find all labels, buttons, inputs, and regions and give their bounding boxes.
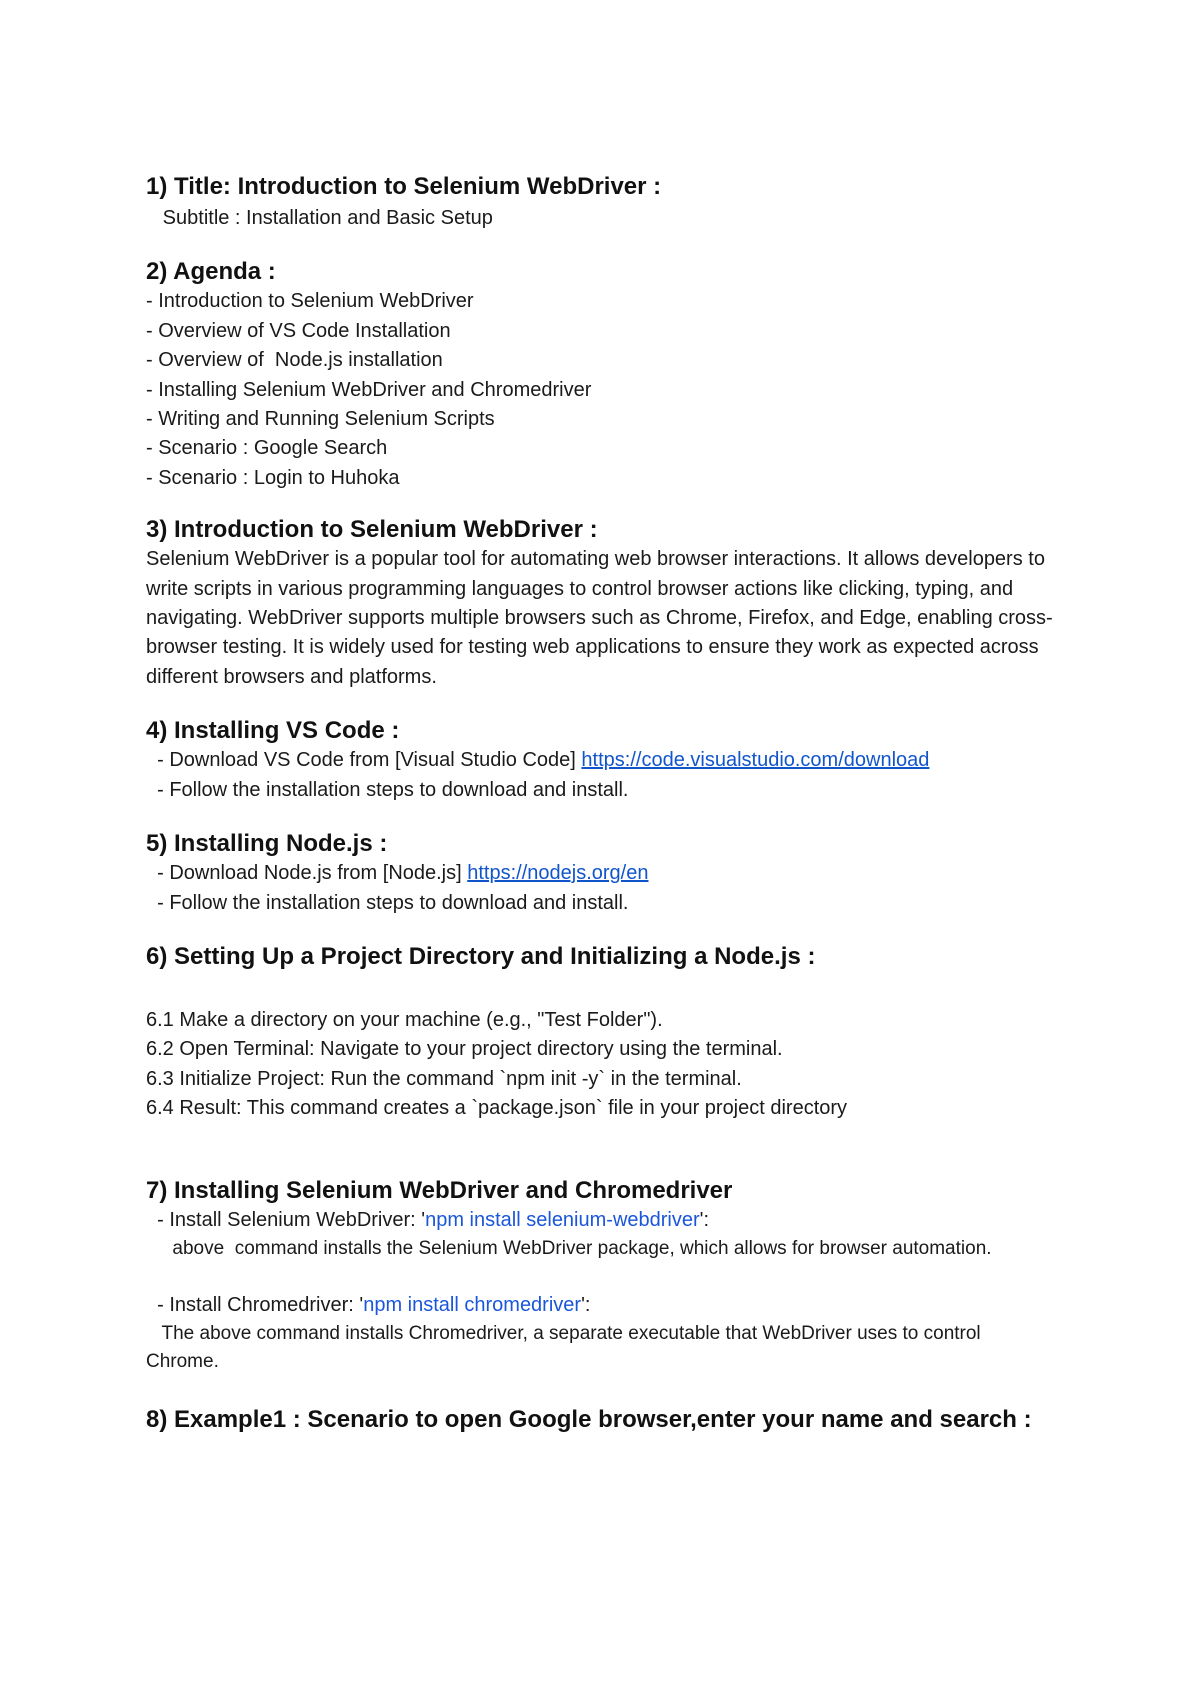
section-7-heading: 7) Installing Selenium WebDriver and Chromedriver (146, 1176, 733, 1204)
agenda-item: - Writing and Running Selenium Scripts (146, 408, 495, 431)
section-1-subtitle: Subtitle : Installation and Basic Setup (146, 207, 493, 229)
section-2-heading: 2) Agenda : (146, 258, 276, 286)
install-selenium-description: above command installs the Selenium WebDriver package, which allows for browser automation. (146, 1237, 992, 1259)
install-selenium-suffix: ': (699, 1208, 710, 1231)
install-chromedriver-command: npm install chromedriver (363, 1293, 582, 1316)
setup-step: 6.2 Open Terminal: Navigate to your project directory using the terminal. (146, 1038, 783, 1061)
setup-step: 6.4 Result: This command creates a `package.json` file in your project directory (146, 1097, 848, 1120)
agenda-item: - Overview of Node.js installation (146, 349, 443, 372)
setup-step: 6.1 Make a directory on your machine (e.g., "Test Folder"). (146, 1008, 663, 1031)
install-chromedriver-description: The above command installs Chromedriver, a separate executable that WebDriver uses to control (146, 1323, 981, 1345)
install-chromedriver-text: - Install Chromedriver: ' (146, 1293, 364, 1316)
section-8-heading: 8) Example1 : Scenario to open Google browser,enter your name and search : (146, 1406, 1032, 1434)
install-chromedriver-line (146, 1291, 1086, 1320)
nodejs-download-line (146, 859, 1086, 888)
install-chromedriver-description-cont: Chrome. (146, 1351, 219, 1373)
nodejs-install-steps: - Follow the installation steps to download and install. (146, 891, 629, 914)
install-selenium-text: - Install Selenium WebDriver: ' (146, 1208, 426, 1231)
agenda-item: - Scenario : Google Search (146, 437, 388, 460)
agenda-item: - Introduction to Selenium WebDriver (146, 290, 474, 313)
install-selenium-command: npm install selenium-webdriver (425, 1208, 700, 1231)
nodejs-download-text: - Download Node.js from [Node.js] (146, 862, 468, 885)
install-selenium-line (146, 1206, 1086, 1235)
document-page (146, 172, 1086, 1437)
vscode-download-line (146, 746, 1086, 775)
section-3-heading: 3) Introduction to Selenium WebDriver : (146, 516, 598, 544)
nodejs-download-link[interactable]: https://nodejs.org/en (467, 862, 649, 885)
agenda-item: - Scenario : Login to Huhoka (146, 466, 400, 489)
vscode-install-steps: - Follow the installation steps to download and install. (146, 778, 629, 801)
agenda-list (146, 287, 1086, 493)
vscode-download-text: - Download VS Code from [Visual Studio Code] (146, 749, 582, 772)
section-1-heading: 1) Title: Introduction to Selenium WebDriver : (146, 173, 662, 200)
vscode-download-link[interactable]: https://code.visualstudio.com/download (581, 749, 930, 772)
section-3-body: Selenium WebDriver is a popular tool for automating web browser interactions. It allows developers to write scripts in various programming languages to control browser actions like clicking, typing, and navigating. WebDriver supports multiple browsers such as Chrome, Firefox, and Edge, enabling cross-browser testing. It is widely used for testing web applications to ensure they work as expected across different browsers and platforms. (146, 548, 1053, 688)
section-5-heading: 5) Installing Node.js : (146, 830, 388, 858)
setup-step: 6.3 Initialize Project: Run the command `npm init -y` in the terminal. (146, 1067, 742, 1090)
agenda-item: - Installing Selenium WebDriver and Chromedriver (146, 378, 592, 401)
section-6-heading: 6) Setting Up a Project Directory and Initializing a Node.js : (146, 942, 816, 970)
section-4-heading: 4) Installing VS Code : (146, 717, 400, 745)
agenda-item: - Overview of VS Code Installation (146, 319, 451, 342)
install-chromedriver-suffix: ': (581, 1293, 591, 1316)
setup-steps-list (146, 1006, 1086, 1124)
